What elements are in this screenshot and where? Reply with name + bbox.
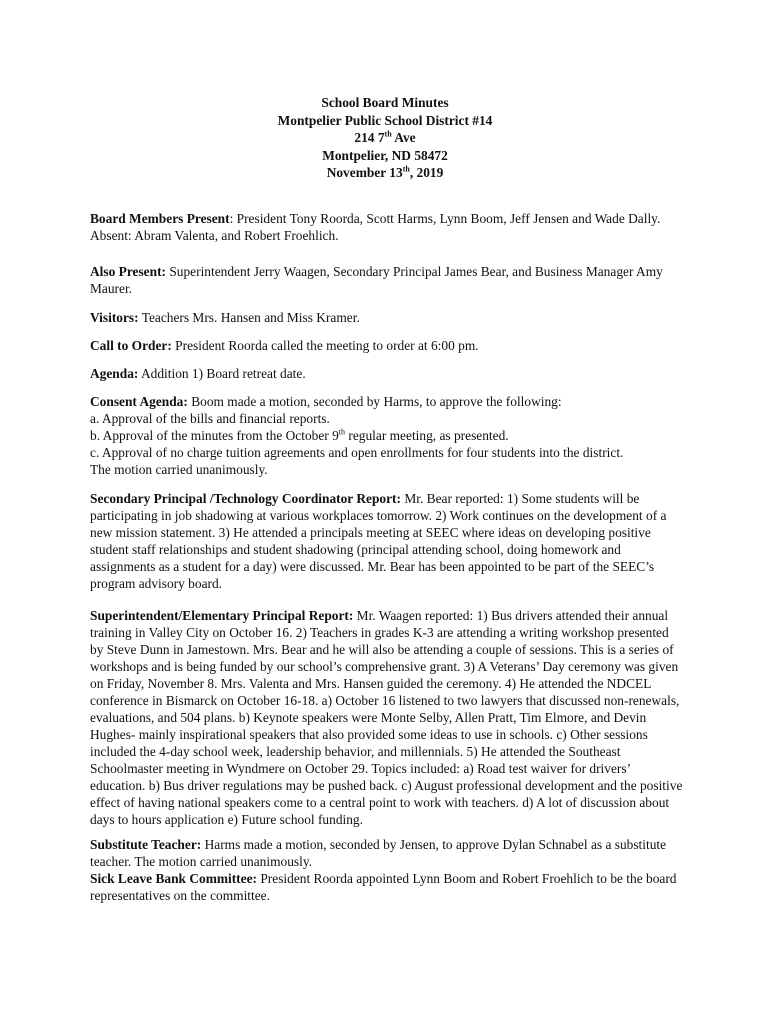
district-name: Montpelier Public School District #14 bbox=[277, 112, 493, 128]
board-members-section bbox=[90, 210, 685, 244]
sick-leave-label: Sick Leave Bank Committee: bbox=[90, 871, 257, 886]
superintendent-report-label: Superintendent/Elementary Principal Report: bbox=[90, 608, 354, 623]
consent-agenda-text: Boom made a motion, seconded by Harms, to approve the following: bbox=[187, 394, 562, 409]
secondary-report-text: Mr. Bear reported: 1) Some students will be participating in job shadowing at various workplaces tomorrow. 2) Work continues on the development of a new mission statement. 3) He attended a principals meeting at SEEC where ideas on developing positive student staff relationships and student shadowing (principal attending school, doing homework and assignments as a student for a day) were discussed. Mr. Bear has been appointed to be part of the SEEC’s program advisory board. bbox=[90, 491, 667, 591]
consent-item-c: c. Approval of no charge tuition agreements and open enrollments for four students into the district. bbox=[90, 445, 624, 460]
sick-leave-text: President Roorda appointed Lynn Boom and Robert Froehlich to be the board representatives on the committee. bbox=[90, 871, 677, 903]
district-city: Montpelier, ND 58472 bbox=[322, 147, 448, 163]
also-present-text: Superintendent Jerry Waagen, Secondary Principal James Bear, and Business Manager Amy Maurer. bbox=[90, 264, 663, 296]
consent-item-b: b. Approval of the minutes from the October 9th regular meeting, as presented. bbox=[90, 427, 509, 443]
substitute-teacher-label: Substitute Teacher: bbox=[90, 837, 202, 852]
consent-item-a: a. Approval of the bills and financial reports. bbox=[90, 411, 330, 426]
document-title: School Board Minutes bbox=[321, 95, 449, 110]
secondary-report-label: Secondary Principal /Technology Coordinator Report: bbox=[90, 491, 401, 506]
consent-agenda-label: Consent Agenda: bbox=[90, 394, 188, 409]
visitors-label: Visitors: bbox=[90, 310, 139, 325]
agenda-label: Agenda: bbox=[90, 366, 139, 381]
visitors-text: Teachers Mrs. Hansen and Miss Kramer. bbox=[138, 310, 360, 325]
agenda-section bbox=[90, 365, 685, 382]
secondary-principal-report-section bbox=[90, 490, 685, 592]
substitute-teacher-section bbox=[90, 836, 685, 904]
board-members-text: : President Tony Roorda, Scott Harms, Lynn Boom, Jeff Jensen and Wade Dally. Absent: Abram Valenta, and Robert Froehlich. bbox=[90, 211, 661, 243]
board-members-label: Board Members Present bbox=[90, 211, 230, 226]
visitors-section bbox=[90, 309, 685, 326]
substitute-teacher-text: Harms made a motion, seconded by Jensen, to approve Dylan Schnabel as a substitute teacher. The motion carried unanimously. bbox=[90, 837, 667, 869]
district-address: 214 7th Ave bbox=[354, 129, 416, 145]
call-to-order-section bbox=[90, 337, 685, 354]
agenda-text: Addition 1) Board retreat date. bbox=[138, 366, 306, 381]
document-header bbox=[90, 94, 680, 182]
superintendent-report-text: Mr. Waagen reported: 1) Bus drivers attended their annual training in Valley City on October 16. 2) Teachers in grades K-3 are attending a writing workshop presented by Steve Dunn in Jamestown. Mrs. Bear and he will also be attending a couple of sessions. This is a series of workshops and is being funded by our school’s comprehensive grant. 3) A Veterans’ Day ceremony was given on Friday, November 8. Mrs. Valenta and Mrs. Hansen guided the ceremony. 4) He attended the NDCEL conference in Bismarck on October 16-18. a) October 16 listened to two lawyers that discussed non-renewals, evaluations, and 504 plans. b) Keynote speakers were Monte Selby, Allen Pratt, Tim Elmore, and Devin Hughes- mainly inspirational speakers that also provided some ideas to use in schools. c) Other sessions included the 4-day school week, leadership behavior, and millennials. 5) He attended the Southeast Schoolmaster meeting in Wyndmere on October 29. Topics included: a) Road test waiver for drivers’ education. b) Bus driver regulations may be pushed back. c) August professional development and the positive effect of having national speakers come to a central point to work with teachers. d) A lot of discussion about days to hours application e) Future school funding. bbox=[90, 608, 683, 827]
superintendent-report-section bbox=[90, 607, 685, 828]
meeting-date: November 13th, 2019 bbox=[326, 164, 444, 180]
consent-result: The motion carried unanimously. bbox=[90, 462, 268, 477]
call-to-order-label: Call to Order: bbox=[90, 338, 172, 353]
also-present-section bbox=[90, 263, 685, 297]
also-present-label: Also Present: bbox=[90, 264, 166, 279]
call-to-order-text: President Roorda called the meeting to order at 6:00 pm. bbox=[171, 338, 479, 353]
consent-agenda-section bbox=[90, 393, 685, 478]
